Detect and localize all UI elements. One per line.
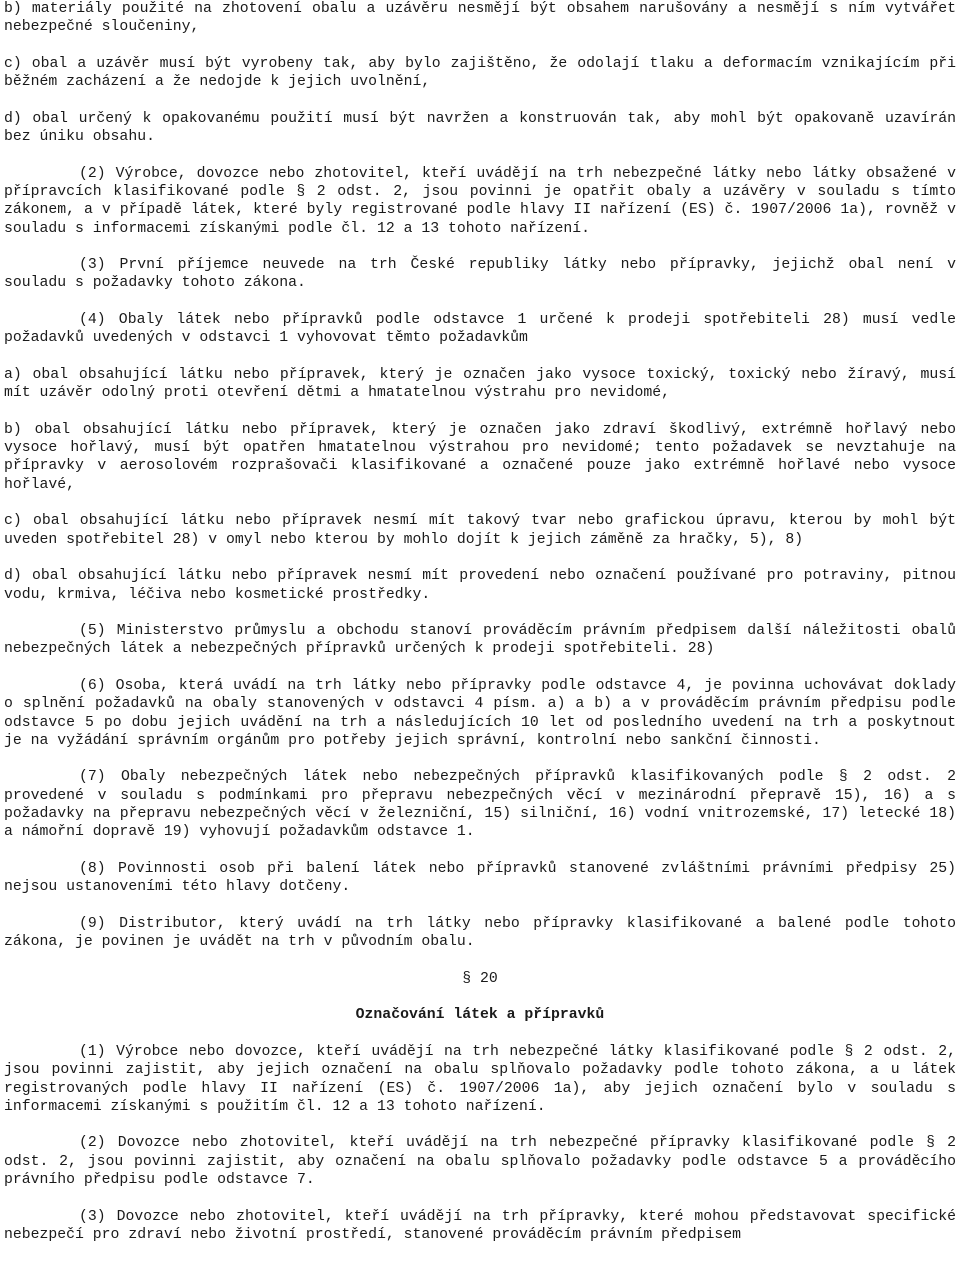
section-title: Označování látek a přípravků bbox=[355, 1007, 605, 1024]
paragraph-2: (2) Výrobce, dovozce nebo zhotovitel, kteří uvádějí na trh nebezpečné látky nebo látky obsažené v přípravcích klasifikované podle § 2 odst. 2, jsou povinni je opatřit obaly a uzávěry v souladu s tímto zákonem, a v případě látek, které byly registrované podle hlavy II nařízení (ES) č. 1907/2006 1a), rovněž v souladu s informacemi získanými podle čl. 12 a 13 tohoto nařízení. bbox=[4, 165, 956, 237]
paragraph-3: (3) První příjemce neuvede na trh České republiky látky nebo přípravky, jejichž obal není v souladu s požadavky tohoto zákona. bbox=[4, 257, 956, 292]
item-b-harmful: b) obal obsahující látku nebo přípravek, který je označen jako zdraví škodlivý, extrémně hořlavý nebo vysoce hořlavý, musí být opatřen hmatatelnou výstrahou pro nevidomé; tento požadavek se nevztahuje na přípravky v aerosolovém rozprašovači klasifikované a označené pouze jako extrémně hořlavé nebo vysoce hořlavé, bbox=[4, 421, 956, 493]
item-d-reusable: d) obal určený k opakovanému použití musí být navržen a konstruován tak, aby mohl být opakovaně uzavírán bez úniku obsahu. bbox=[4, 110, 956, 146]
item-c-shape: c) obal obsahující látku nebo přípravek nesmí mít takový tvar nebo grafickou úpravu, kterou by mohl být uveden spotřebitel 28) v omyl nebo kterou by mohlo dojít k jejich záměně za hračky, 5), 8) bbox=[4, 513, 956, 548]
section-20-paragraph-1: (1) Výrobce nebo dovozce, kteří uvádějí na trh nebezpečné látky klasifikované podle § 2 odst. 2, jsou povinni zajistit, aby jejich označení na obalu splňovalo požadavky podle tohoto zákona, a u látek registrovaných podle hlavy II nařízení (ES) č. 1907/2006 1a), aby jejich označení bylo v souladu s informacemi získanými s použitím čl. 12 a 13 tohoto nařízení. bbox=[4, 1043, 956, 1115]
paragraph-4: (4) Obaly látek nebo přípravků podle odstavce 1 určené k prodeji spotřebiteli 28) musí vedle požadavků uvedených v odstavci 1 vyhovovat těmto požadavkům bbox=[4, 312, 956, 347]
section-number: § 20 bbox=[462, 970, 498, 987]
section-20-paragraph-3: (3) Dovozce nebo zhotovitel, kteří uvádějí na trh přípravky, které mohou představovat specifické nebezpečí pro zdraví nebo životní prostředí, stanovené prováděcím právním předpisem bbox=[4, 1208, 956, 1243]
item-d-food: d) obal obsahující látku nebo přípravek nesmí mít provedení nebo označení používané pro potraviny, pitnou vodu, krmiva, léčiva nebo kosmetické prostředky. bbox=[4, 568, 956, 603]
item-b-materials: b) materiály použité na zhotovení obalu a uzávěru nesmějí být obsahem narušovány a nesmějí s ním vytvářet nebezpečné sloučeniny, bbox=[4, 1, 956, 36]
section-20-paragraph-2: (2) Dovozce nebo zhotovitel, kteří uvádějí na trh nebezpečné přípravky klasifikované podle § 2 odst. 2, jsou povinni zajistit, aby označení na obalu splňovalo požadavky podle odstavce 5 a prováděcího právního předpisu podle odstavce 7. bbox=[4, 1135, 956, 1188]
paragraph-5: (5) Ministerstvo průmyslu a obchodu stanoví prováděcím právním předpisem další náležitosti obalů nebezpečných látek a nebezpečných přípravků určených k prodeji spotřebiteli. 28) bbox=[4, 623, 956, 658]
item-a-toxic: a) obal obsahující látku nebo přípravek, který je označen jako vysoce toxický, toxický nebo žíravý, musí mít uzávěr odolný proti otevření dětmi a hmatatelnou výstrahu pro nevidomé, bbox=[4, 366, 956, 402]
item-c-pressure: c) obal a uzávěr musí být vyrobeny tak, aby bylo zajištěno, že odolají tlaku a deformacím vznikajícím při běžném zacházení a že nedojde k jejich uvolnění, bbox=[4, 55, 956, 91]
paragraph-9: (9) Distributor, který uvádí na trh látky nebo přípravky klasifikované a balené podle tohoto zákona, je povinen je uvádět na trh v původním obalu. bbox=[4, 915, 956, 951]
paragraph-7: (7) Obaly nebezpečných látek nebo nebezpečných přípravků klasifikovaných podle § 2 odst. 2 provedené v souladu s podmínkami pro přepravu nebezpečných věcí v mezinárodní přepravě 15), 16) a s požadavky na přepravu nebezpečných věcí v železniční, 15) silniční, 16) vodní vnitrozemské, 17) letecké 18) a námořní dopravě 19) vyhovují požadavkům odstavce 1. bbox=[4, 769, 956, 841]
paragraph-6: (6) Osoba, která uvádí na trh látky nebo přípravky podle odstavce 4, je povinna uchovávat doklady o splnění požadavků na obaly stanovených v odstavci 4 písm. a) a b) a v prováděcím právním předpisu podle odstavce 5 po dobu jejich uvádění na trh a následujících 10 let od posledního uvedení na trh a poskytnout je na vyžádání správním orgánům pro potřeby jejich správní, kontrolní nebo sankční činnosti. bbox=[4, 677, 956, 749]
paragraph-8: (8) Povinnosti osob při balení látek nebo přípravků stanovené zvláštními právními předpisy 25) nejsou ustanoveními této hlavy dotčeny. bbox=[4, 860, 956, 896]
